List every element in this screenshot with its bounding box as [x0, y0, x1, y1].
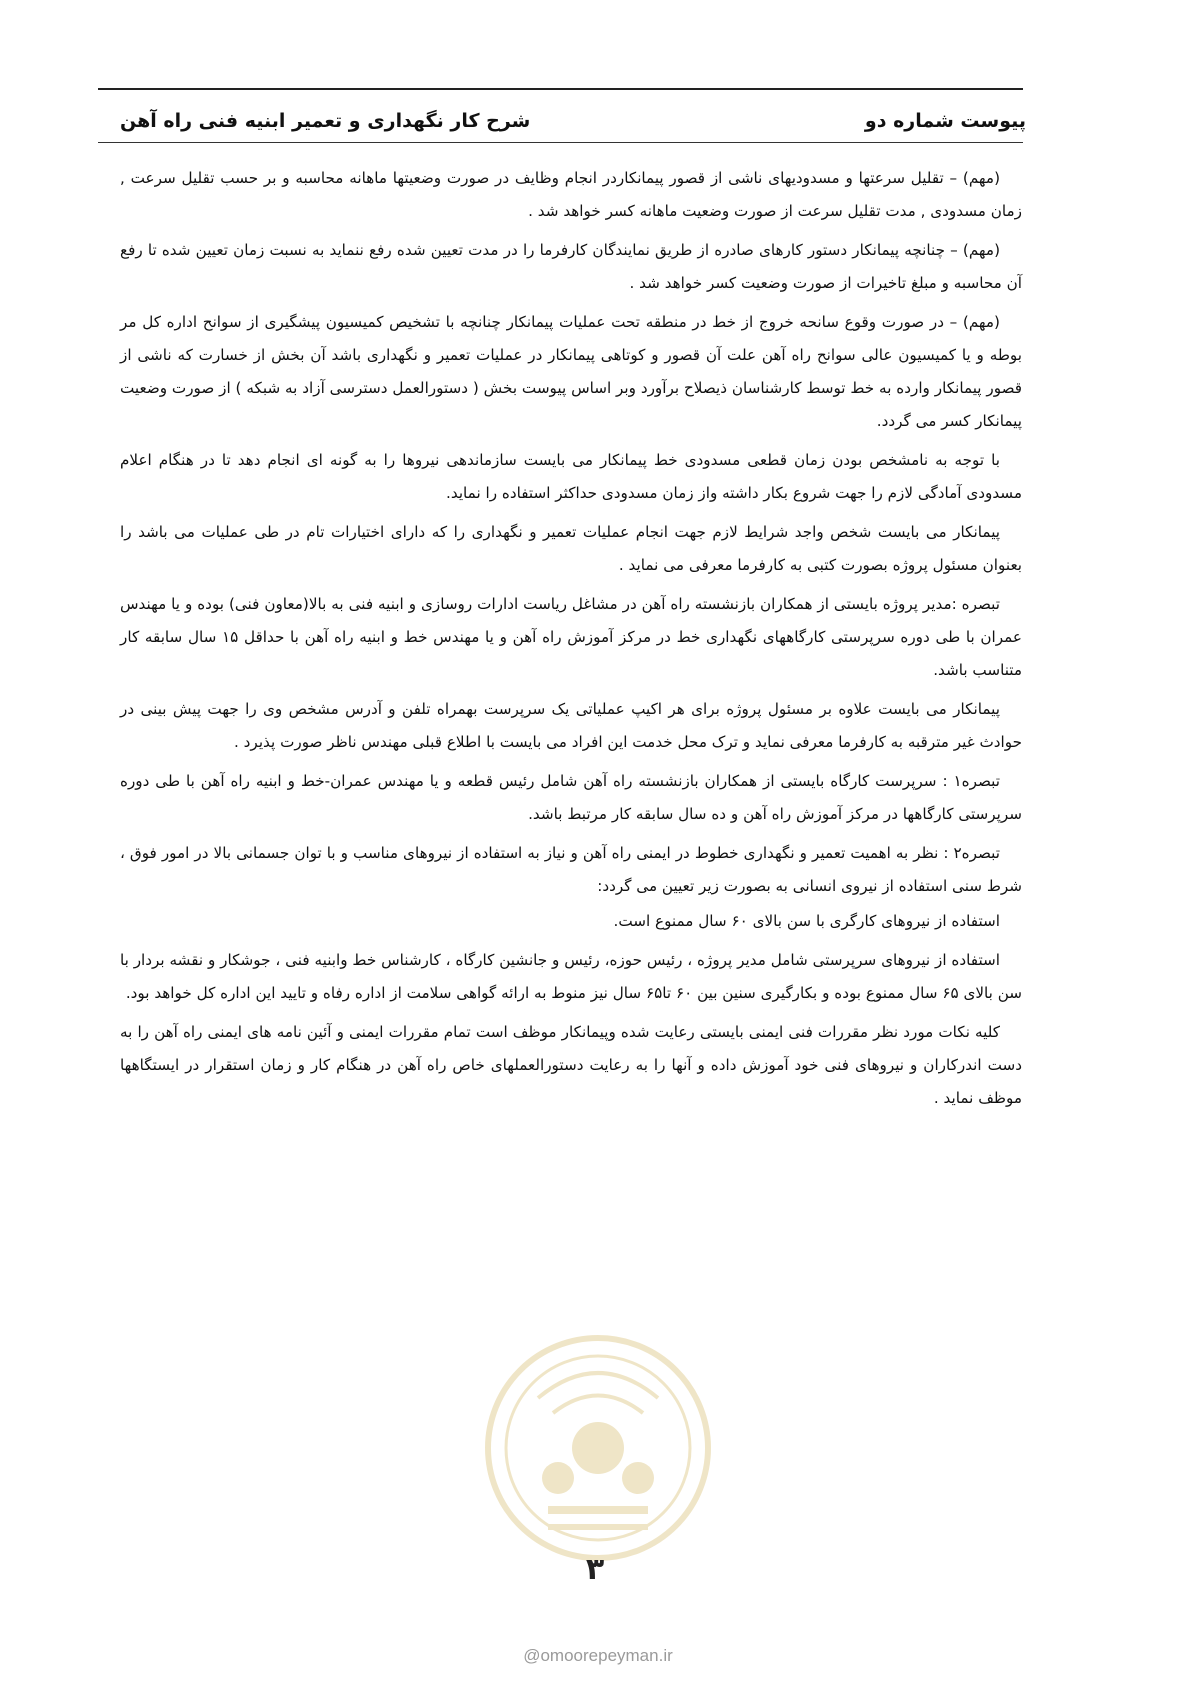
paragraph-note-2: تبصره۲ : نظر به اهمیت تعمیر و نگهداری خطوط در ایمنی راه آهن و نیاز به استفاده از نیروهای مناسب و با توان جسمانی بالا در امور فوق ، شرط سنی استفاده از نیروی انسانی به بصورت زیر تعیین می گردد: [120, 844, 1022, 895]
website-watermark: @omoorepeyman.ir [523, 1646, 673, 1665]
paragraph-derailment: (مهم) – در صورت وقوع سانحه خروج از خط در منطقه تحت عملیات پیمانکار چنانچه با تشخیص کمیسیون پیشگیری از سوانح اداره کل مر بوطه و یا کمیسیون عالی سوانح راه آهن علت آن قصور و کوتاهی پیمانکار در عملیات تعمیر و نگهداری باشد آن بخش از خسارت که ناشی از قصور پیمانکار وارده به خط توسط کارشناسان ذیصلاح برآورد وبر اساس پیوست بخش ( دستورالعمل دسترسی آزاد به شبکه ) از صورت وضعیت پیمانکار کسر می گردد. [120, 313, 1022, 430]
paragraph-speed-reduction: (مهم) – تقلیل سرعتها و مسدودیهای ناشی از قصور پیمانکاردر انجام وظایف در صورت وضعیتها ماهانه محاسبه و بر حسب تقلیل سرعت , زمان مسدودی , مدت تقلیل سرعت از صورت وضعیت ماهانه کسر خواهد شد . [120, 169, 1022, 220]
appendix-title: پیوست شماره دو [864, 110, 1026, 132]
paragraph-blockage-readiness: با توجه به نامشخص بودن زمان قطعی مسدودی خط پیمانکار می بایست سازماندهی نیروها را به گونه ای انجام دهد تا در هنگام اعلام مسدودی آمادگی لازم را جهت شروع بکار داشته واز زمان مسدودی حداکثر استفاده را نماید. [120, 451, 1022, 502]
document-body [120, 162, 1022, 1121]
header-top-rule [98, 88, 1023, 90]
paragraph-worker-age: استفاده از نیروهای کارگری با سن بالای ۶۰ سال ممنوع است. [613, 912, 1000, 930]
paragraph-project-manager: پیمانکار می بایست شخص واجد شرایط لازم جهت انجام عملیات تعمیر و نگهداری را که دارای اختیارات تام در طی عملیات می باشد را بعنوان مسئول پروژه بصورت کتبی به کارفرما معرفی می نماید . [120, 523, 1022, 574]
paragraph-note-manager: تبصره :مدیر پروژه بایستی از همکاران بازنشسته راه آهن در مشاغل ریاست ادارات روسازی و ابنیه فنی به بالا(معاون فنی) بوده و یا مهندس عمران با طی دوره سرپرستی کارگاههای نگهداری خط در مرکز آموزش راه آهن و یا مهندس خط و ابنیه راه آهن با حداقل ۱۵ سال سابقه کار متناسب باشد. [120, 595, 1022, 679]
document-title: شرح کار نگهداری و تعمیر ابنیه فنی راه آهن [120, 110, 531, 132]
paragraph-supervisor-age: استفاده از نیروهای سرپرستی شامل مدیر پروژه ، رئیس حوزه، رئیس و جانشین کارگاه ، کارشناس خط وابنیه فنی ، جوشکار و نقشه بردار با سن بالای ۶۵ سال ممنوع بوده و بکارگیری سنین بین ۶۰ تا۶۵ سال نیز منوط به ارائه گواهی سلامت از اداره رفاه و تایید این اداره کل خواهد بود. [120, 951, 1022, 1002]
paragraph-note-1: تبصره۱ : سرپرست کارگاه بایستی از همکاران بازنشسته راه آهن شامل رئیس قطعه و یا مهندس عمران-خط و ابنیه راه آهن با طی دوره سرپرستی کارگاهها در مرکز آموزش راه آهن و ده سال سابقه کار مرتبط باشد. [120, 772, 1022, 823]
page-number: ۳ [585, 1552, 605, 1587]
omoorepeyman-seal-icon [478, 1328, 718, 1568]
paragraph-work-orders: (مهم) – چنانچه پیمانکار دستور کارهای صادره از طریق نمایندگان کارفرما را در مدت تعیین شده رفع ننماید به نسبت زمان تعیین شده تا رفع آن محاسبه و مبلغ تاخیرات از صورت وضعیت کسر خواهد شد . [120, 241, 1022, 292]
paragraph-supervisor: پیمانکار می بایست علاوه بر مسئول پروژه برای هر اکیپ عملیاتی یک سرپرست بهمراه تلفن و آدرس مشخص وی را جهت پیش بینی در حوادث غیر مترقبه به کارفرما معرفی نماید و ترک محل خدمت این افراد می بایست با اطلاع قبلی مهندس ناظر صورت پذیرد . [120, 700, 1022, 751]
paragraph-safety-rules: کلیه نکات مورد نظر مقررات فنی ایمنی بایستی رعایت شده وپیمانکار موظف است تمام مقررات ایمنی و آئین نامه های ایمنی راه آهن را به دست اندرکاران و نیروهای فنی خود آموزش داده و آنها را به رعایت دستورالعملهای خاص راه آهن در هنگام کار و زمان استقرار در ایستگاهها موظف نماید . [120, 1023, 1022, 1107]
page-header [120, 105, 1026, 137]
header-bottom-rule [98, 142, 1023, 143]
